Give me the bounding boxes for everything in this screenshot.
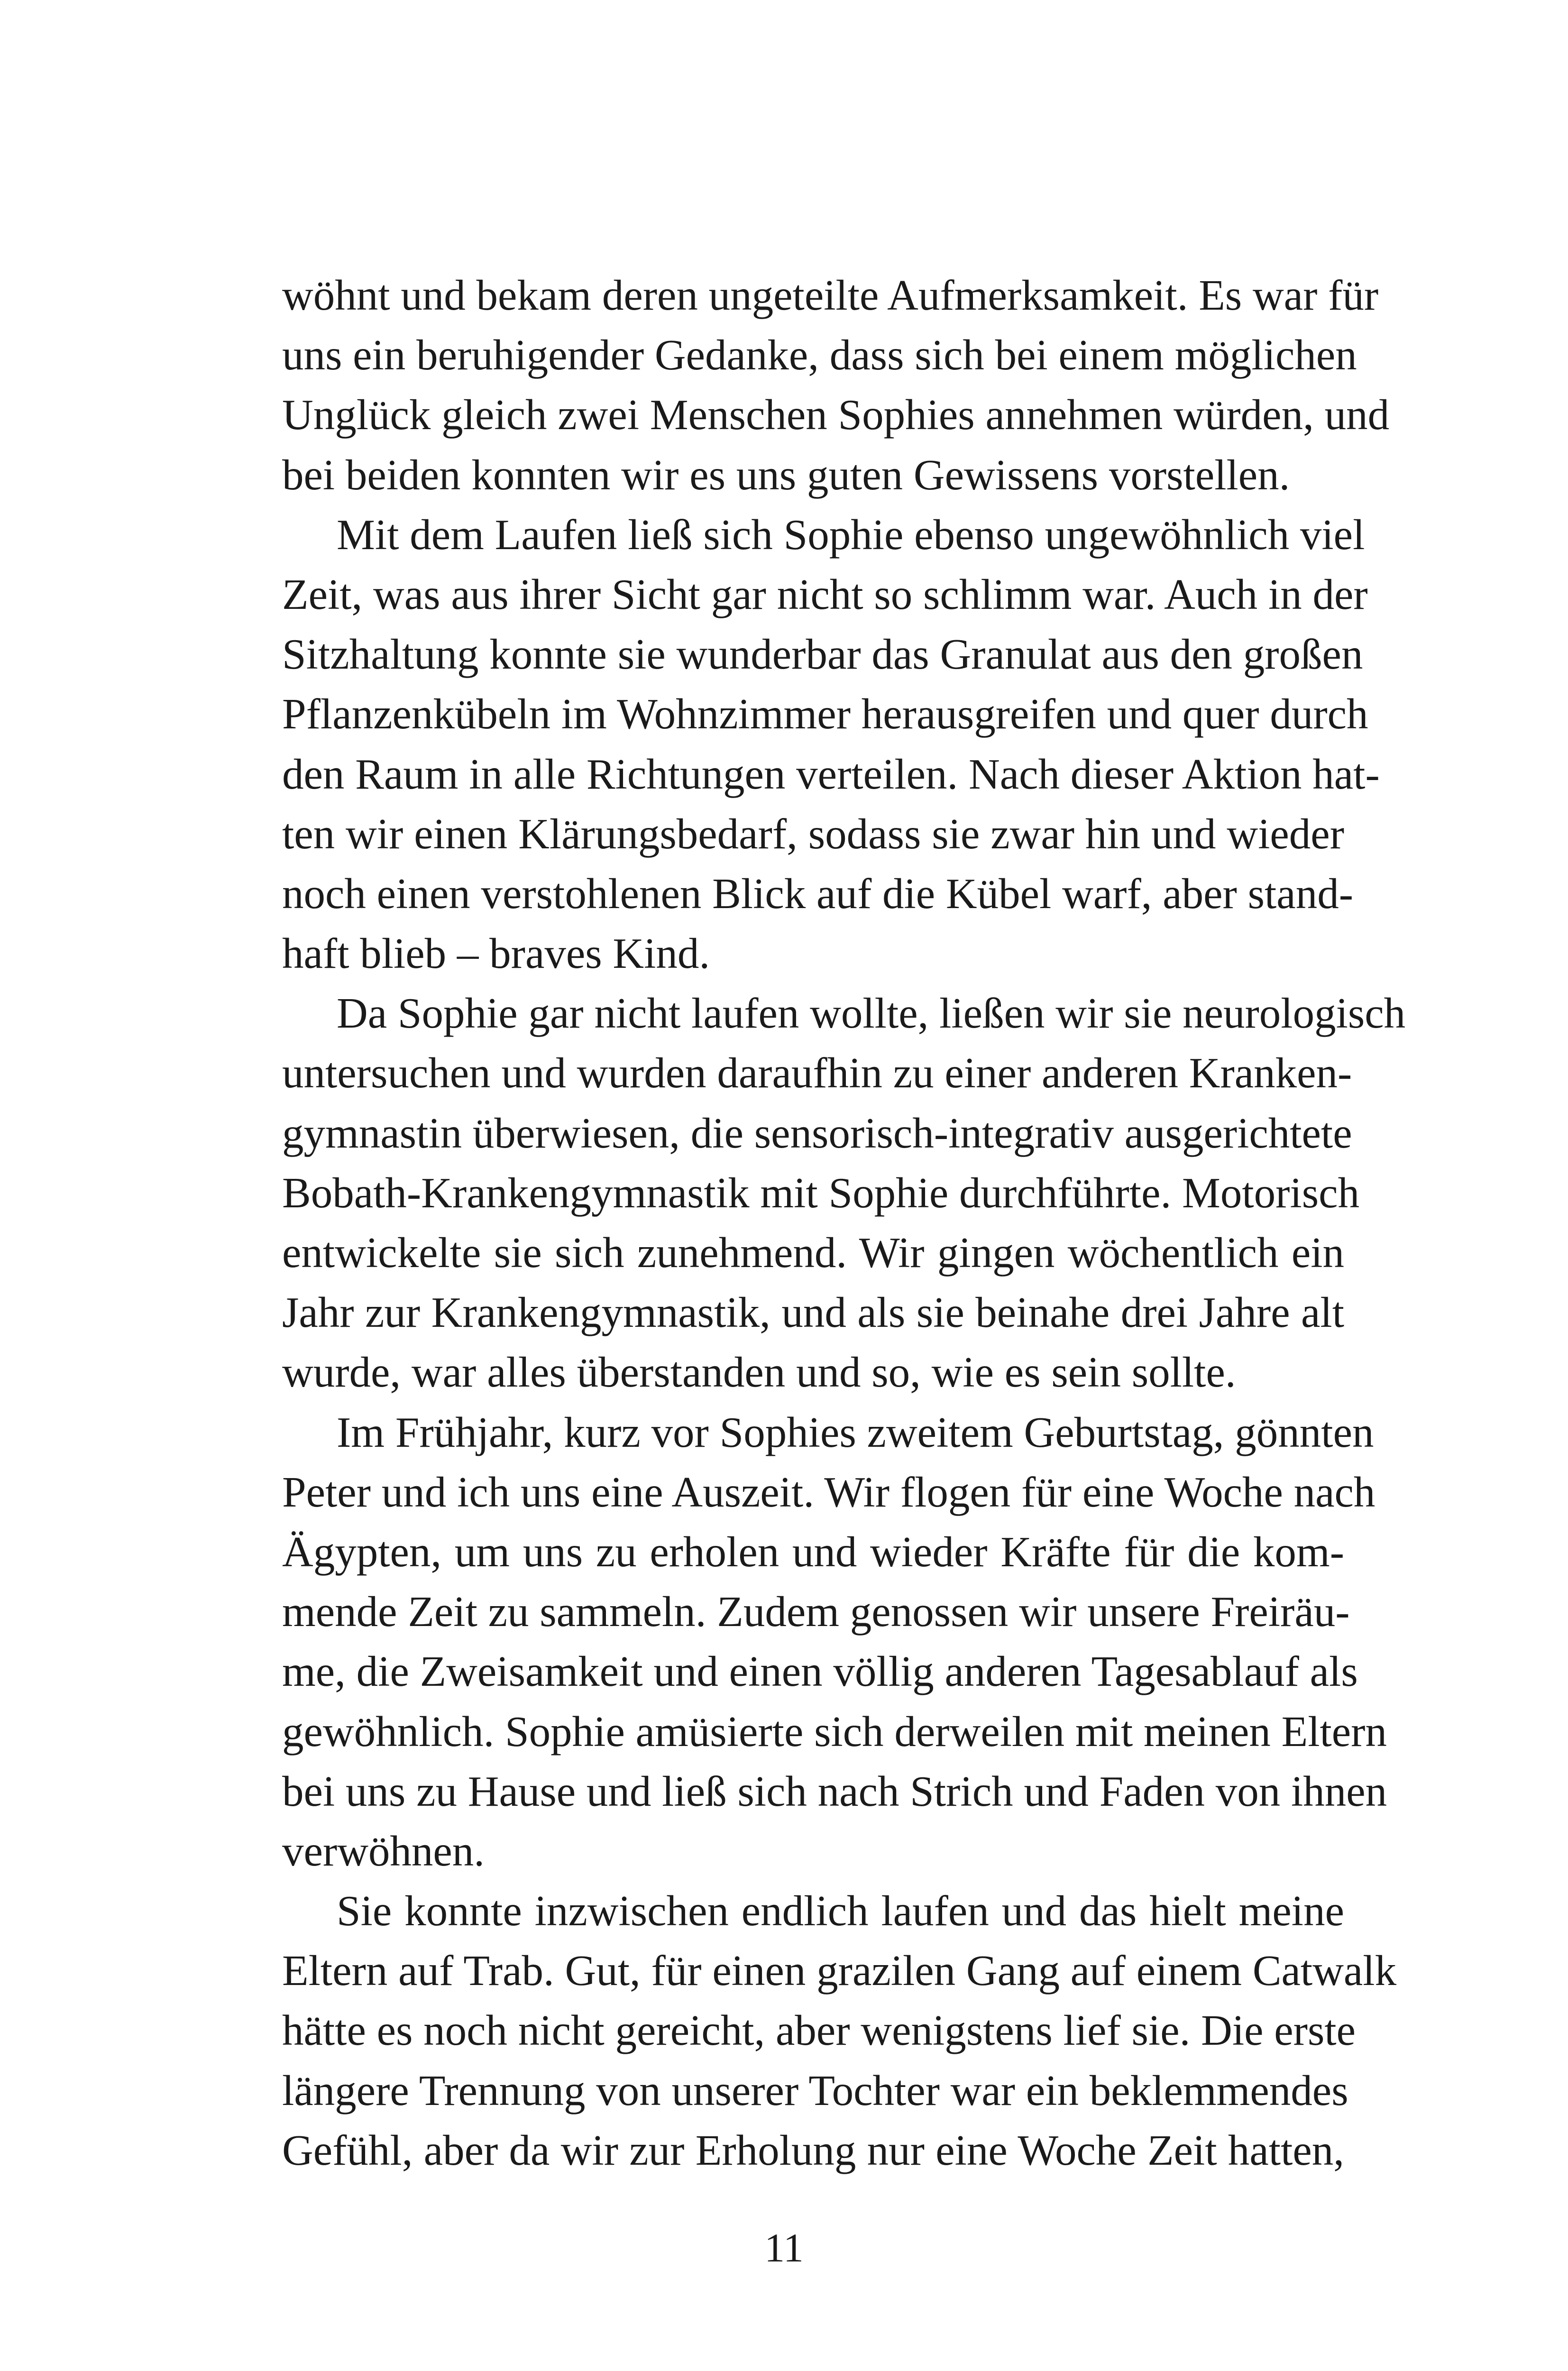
text-line: Da Sophie gar nicht laufen wollte, ließen wir sie neurologisch bbox=[337, 989, 1406, 1038]
text-line: gymnastin überwiesen, die sensorisch-integrativ ausgerichtete bbox=[282, 1109, 1352, 1157]
text-line: Zeit, was aus ihrer Sicht gar nicht so schlimm war. Auch in der bbox=[282, 570, 1368, 618]
text-line: Sie konnte inzwischen endlich laufen und das hielt meine bbox=[337, 1887, 1344, 1935]
text-line: Gefühl, aber da wir zur Erholung nur eine Woche Zeit hatten, bbox=[282, 2126, 1344, 2174]
body-text bbox=[282, 266, 1406, 2180]
paragraph bbox=[282, 266, 1390, 505]
text-line: Mit dem Laufen ließ sich Sophie ebenso ungewöhnlich viel bbox=[337, 510, 1365, 559]
text-line: me, die Zweisamkeit und einen völlig anderen Tagesablauf als bbox=[282, 1647, 1358, 1696]
text-line: haft blieb – braves Kind. bbox=[282, 929, 710, 978]
text-line: Eltern auf Trab. Gut, für einen grazilen Gang auf einem Catwalk bbox=[282, 1947, 1397, 1995]
text-line: Jahr zur Krankengymnastik, und als sie beinahe drei Jahre alt bbox=[282, 1288, 1344, 1337]
text-line: hätte es noch nicht gereicht, aber wenigstens lief sie. Die erste bbox=[282, 2006, 1356, 2055]
page-number: 11 bbox=[764, 2225, 804, 2270]
text-line: wurde, war alles überstanden und so, wie es sein sollte. bbox=[282, 1348, 1236, 1397]
text-line: Sitzhaltung konnte sie wunderbar das Granulat aus den großen bbox=[282, 630, 1363, 679]
text-line: längere Trennung von unserer Tochter war ein beklemmendes bbox=[282, 2066, 1348, 2114]
text-line: ten wir einen Klärungsbedarf, sodass sie zwar hin und wieder bbox=[282, 809, 1344, 858]
text-line: Ägypten, um uns zu erholen und wieder Kräfte für die kom- bbox=[282, 1527, 1344, 1576]
text-line: Peter und ich uns eine Auszeit. Wir flogen für eine Woche nach bbox=[282, 1468, 1375, 1516]
text-line: noch einen verstohlenen Blick auf die Kübel warf, aber stand- bbox=[282, 869, 1354, 918]
text-line: mende Zeit zu sammeln. Zudem genossen wir unsere Freiräu- bbox=[282, 1588, 1350, 1636]
text-line: bei uns zu Hause und ließ sich nach Strich und Faden von ihnen bbox=[282, 1767, 1387, 1815]
text-line: Unglück gleich zwei Menschen Sophies annehmen würden, und bbox=[282, 391, 1390, 439]
text-line: Im Frühjahr, kurz vor Sophies zweitem Geburtstag, gönnten bbox=[337, 1408, 1374, 1456]
text-line: verwöhnen. bbox=[282, 1827, 485, 1875]
text-line: bei beiden konnten wir es uns guten Gewissens vorstellen. bbox=[282, 450, 1290, 499]
paragraph bbox=[282, 505, 1380, 984]
text-line: Bobath-Krankengymnastik mit Sophie durchführte. Motorisch bbox=[282, 1168, 1360, 1217]
text-line: untersuchen und wurden daraufhin zu einer anderen Kranken- bbox=[282, 1049, 1352, 1097]
paragraph bbox=[282, 983, 1406, 1402]
text-line: Pflanzenkübeln im Wohnzimmer herausgreifen und quer durch bbox=[282, 690, 1368, 738]
text-line: entwickelte sie sich zunehmend. Wir gingen wöchentlich ein bbox=[282, 1229, 1344, 1277]
paragraph bbox=[282, 1403, 1387, 1882]
text-line: den Raum in alle Richtungen verteilen. Nach dieser Aktion hat- bbox=[282, 750, 1380, 798]
text-line: gewöhnlich. Sophie amüsierte sich derweilen mit meinen Eltern bbox=[282, 1707, 1387, 1755]
paragraph bbox=[282, 1881, 1397, 2180]
text-line: uns ein beruhigender Gedanke, dass sich bei einem möglichen bbox=[282, 331, 1357, 379]
text-line: wöhnt und bekam deren ungeteilte Aufmerksamkeit. Es war für bbox=[282, 271, 1379, 319]
